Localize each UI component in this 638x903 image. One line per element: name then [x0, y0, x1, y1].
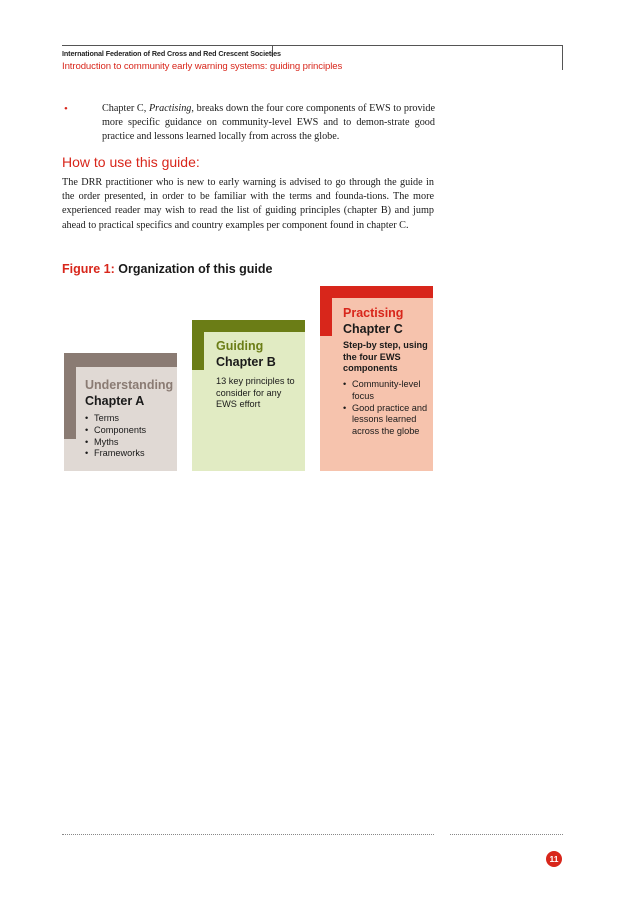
header-subtitle: Introduction to community early warning systems: guiding principles: [62, 61, 343, 72]
box-practising-list: [343, 379, 431, 438]
list-item: • Frameworks: [85, 448, 175, 460]
section-paragraph: The DRR practitioner who is new to early warning is advised to go through the guide in the order presented, in order to be familiar with the terms and founda-tions. The more experienced reader may wish to read the list of guiding principles (chapter B) and jump ahead to practical specifics and country examples per component found in chapter C.: [62, 177, 434, 231]
figure-title: Organization of this guide: [118, 262, 273, 276]
list-item: • Components: [85, 425, 175, 437]
box-guiding-title: Guiding: [216, 339, 264, 353]
list-item: • Myths: [85, 437, 175, 449]
box-understanding-top-bar: [64, 353, 177, 367]
box-practising-subtitle: Step-by step, using the four EWS components: [343, 340, 428, 374]
box-guiding-chapter: Chapter B: [216, 355, 276, 369]
box-guiding-top-bar: [192, 320, 305, 332]
box-practising-side-bar: [320, 286, 332, 336]
bullet-paragraph: [102, 102, 435, 144]
section-heading: How to use this guide:: [62, 154, 200, 170]
header-rule-tick-right: [562, 45, 563, 70]
box-practising-title: Practising: [343, 306, 404, 320]
box-practising-chapter: Chapter C: [343, 322, 403, 336]
bullet-suffix: , breaks down the four core components of EWS to provide more specific guidance on community-level EWS and to demon-strate good practice and lessons learned locally from across the globe.: [102, 103, 436, 142]
box-understanding-title: Understanding: [85, 378, 174, 392]
footer-rule: [62, 834, 434, 835]
box-guiding-body: 13 key principles to consider for any EWS effort: [216, 376, 295, 410]
box-understanding-chapter: Chapter A: [85, 394, 145, 408]
bullet-italic: Practising: [148, 103, 192, 114]
list-item: • Community-level focus: [343, 379, 431, 403]
figure-number: Figure 1:: [62, 262, 115, 276]
box-practising-top-bar: [320, 286, 433, 298]
header-organization: International Federation of Red Cross and Red Crescent Societies: [62, 49, 281, 58]
figure-caption: [62, 262, 272, 276]
header-rule: [62, 45, 272, 46]
bullet-marker: •: [64, 103, 68, 115]
box-understanding-side-bar: [64, 353, 76, 439]
page-number: 11: [546, 851, 562, 867]
box-understanding-list: [85, 413, 175, 460]
header-rule-right: [272, 45, 562, 46]
list-item: • Good practice and lessons learned across the globe: [343, 403, 431, 438]
box-guiding-side-bar: [192, 320, 204, 370]
footer-rule-right: [450, 834, 563, 835]
bullet-prefix: Chapter C,: [102, 103, 147, 114]
list-item: • Terms: [85, 413, 175, 425]
